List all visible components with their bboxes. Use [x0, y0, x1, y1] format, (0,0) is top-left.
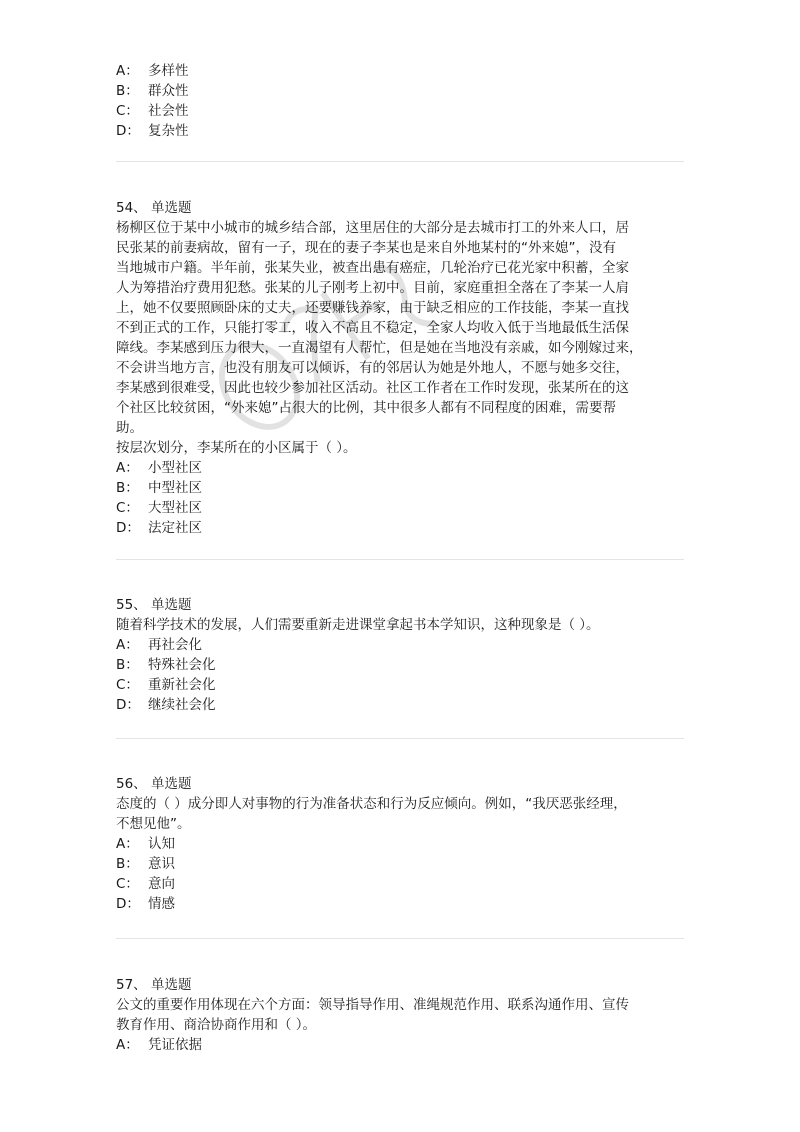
option-c[interactable]: C： 重新社会化 [116, 677, 216, 693]
question-header: 54、 单选题 [116, 200, 192, 216]
option-a[interactable]: A： 小型社区 [116, 460, 202, 476]
question-divider [116, 938, 684, 939]
option-d[interactable]: D： 法定社区 [116, 520, 202, 536]
option-c[interactable]: C： 社会性 [116, 103, 189, 119]
question-stem: 随着科学技术的发展，人们需要重新走进课堂拿起书本学知识，这种现象是（ ）。 [116, 617, 600, 633]
option-a[interactable]: A： 多样性 [116, 63, 189, 79]
option-c[interactable]: C： 大型社区 [116, 500, 202, 516]
question-53-options [116, 61, 684, 141]
question-divider [116, 738, 684, 739]
question-divider [116, 161, 684, 162]
question-header: 55、 单选题 [116, 597, 192, 613]
option-b[interactable]: B： 群众性 [116, 83, 189, 99]
question-stem: 杨柳区位于某中小城市的城乡结合部，这里居住的大部分是去城市打工的外来人口，居 民张某的前妻病故，留有一子，现在的妻子李某也是来自外地某村的“外来媳”，没有 当地城市户籍。半年前，张某失业，被查出患有癌症，几轮治疗已花光家中积蓄，全家 人为筹措治疗费用犯愁。张某的儿子刚考上初中。目前，家庭重担全落在了李某一人肩 上，她不仅要照顾卧床的丈夫，还要赚钱养家，由于缺乏相应的工作技能，李某一直找 不到正式的工作，只能打零工，收入不高且不稳定，全家人均收入低于当地最低生活保 障线。李某感到压力很大，一直渴望有人帮忙，但是她在当地没有亲戚，如今刚嫁过来， 不会讲当地方言，也没有朋友可以倾诉，有的邻居认为她是外地人，不愿与她多交往， 李某感到很难受，因此也较少参加社区活动。社区工作者在工作时发现，张某所在的这 个社区比较贫困，“外来媳”占很大的比例，其中很多人都有不同程度的困难，需要帮 助。 按层次划分，李某所在的小区属于（ ）。 [116, 220, 643, 456]
question-54 [116, 198, 684, 538]
question-55 [116, 595, 684, 715]
question-stem: 态度的（ ）成分即人对事物的行为准备状态和行为反应倾向。例如，“我厌恶张经理， 不想见他”。 [116, 796, 627, 832]
option-c[interactable]: C： 意向 [116, 876, 175, 892]
question-stem: 公文的重要作用体现在六个方面：领导指导作用、准绳规范作用、联系沟通作用、宣传 教育作用、商洽协商作用和（ ）。 [116, 997, 629, 1033]
option-a[interactable]: A： 认知 [116, 836, 175, 852]
question-header: 57、 单选题 [116, 977, 192, 993]
question-divider [116, 559, 684, 560]
option-b[interactable]: B： 意识 [116, 856, 175, 872]
option-d[interactable]: D： 情感 [116, 896, 175, 912]
option-d[interactable]: D： 复杂性 [116, 123, 189, 139]
option-b[interactable]: B： 特殊社会化 [116, 657, 216, 673]
option-a[interactable]: A： 再社会化 [116, 637, 202, 653]
option-b[interactable]: B： 中型社区 [116, 480, 202, 496]
option-d[interactable]: D： 继续社会化 [116, 697, 216, 713]
question-57 [116, 975, 684, 1055]
option-a[interactable]: A： 凭证依据 [116, 1037, 202, 1053]
question-56 [116, 774, 684, 914]
question-header: 56、 单选题 [116, 776, 192, 792]
